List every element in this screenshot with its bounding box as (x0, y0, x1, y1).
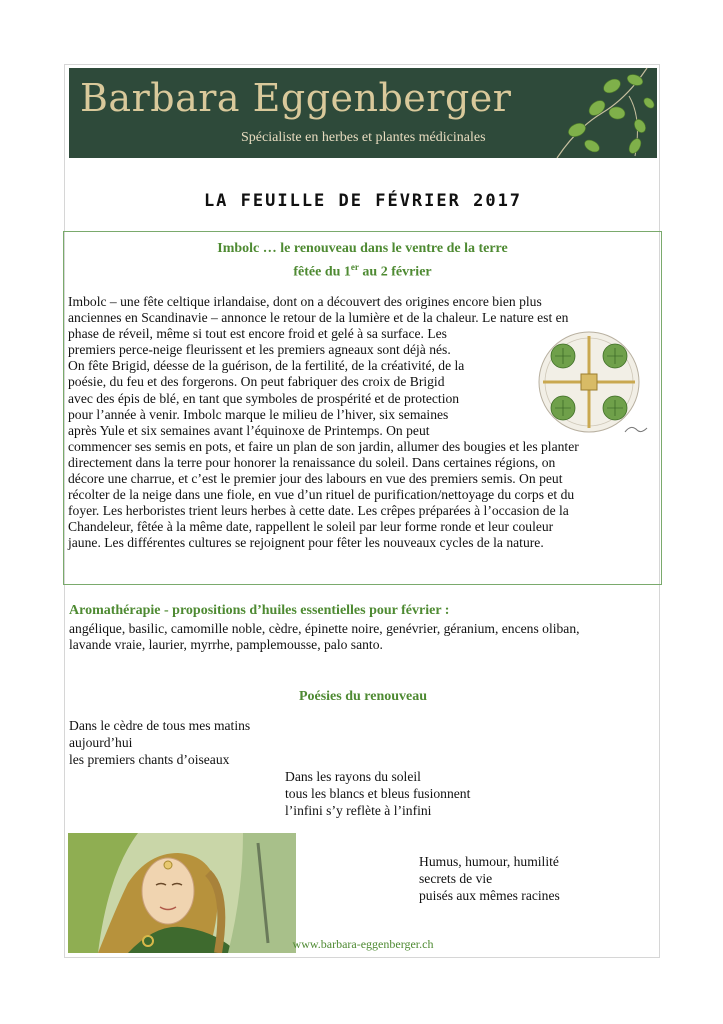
paragraph-line: On fête Brigid, déesse de la guérison, de la fertilité, de la créativité, de la (68, 358, 465, 374)
aromatherapy-list (69, 621, 659, 653)
paragraph-line: pour l’année à venir. Imbolc marque le milieu de l’hiver, six semaines (68, 406, 449, 422)
website-link[interactable]: www.barbara-eggenberger.ch (292, 937, 434, 951)
poem-line: aujourd’hui (69, 735, 133, 750)
paragraph-line: décore une charrue, et c’est le premier jour des labours en vue des premiers semis. On peut (68, 471, 563, 487)
paragraph-line: foyer. Les herboristes trient leurs herbes à cette date. Les crêpes préparées à l’occasion de la (68, 503, 569, 519)
paragraph-line: commencer ses semis en pots, et faire un plan de son jardin, allumer des bougies et les planter (68, 438, 579, 454)
poem-line: les premiers chants d’oiseaux (69, 752, 230, 767)
poem-stanza-3 (419, 853, 560, 904)
heading-date-suffix: au 2 février (358, 264, 432, 280)
poem-stanza-1 (69, 717, 250, 768)
imbolc-heading-line2 (64, 258, 661, 282)
poem-line: puisés aux mêmes racines (419, 888, 560, 903)
poem-line: secrets de vie (419, 871, 493, 886)
newsletter-page (64, 64, 660, 958)
header-banner (69, 68, 657, 158)
imbolc-heading (64, 240, 661, 282)
page-title: LA FEUILLE DE FÉVRIER 2017 (203, 191, 523, 211)
aromatherapy-line: angélique, basilic, camomille noble, cèdre, épinette noire, genévrier, géranium, encens oliban, (69, 621, 580, 636)
poem-line: tous les blancs et bleus fusionnent (285, 786, 471, 801)
imbolc-section (63, 231, 662, 585)
paragraph-line: récolter de la neige dans une fiole, en vue d’un rituel de purification/nettoyage du corps et du (68, 487, 575, 503)
paragraph-line: directement dans la terre pour honorer la renaissance du soleil. Dans certaines régions, on (68, 454, 556, 470)
imbolc-heading-line1: Imbolc … le renouveau dans le ventre de la terre (217, 241, 508, 256)
birch-leaves-illustration (517, 68, 657, 158)
poem-line: Dans le cèdre de tous mes matins (69, 718, 251, 733)
poems-heading: Poésies du renouveau (298, 689, 428, 704)
paragraph-line: poésie, du feu et des forgerons. On peut fabriquer des croix de Brigid (68, 374, 445, 390)
brigid-cross-seal-illustration (533, 328, 651, 440)
paragraph-line: Chandeleur, fêtée à la même date, rappellent le soleil par leur forme ronde et leur couleur (68, 519, 554, 535)
paragraph-line: après Yule et six semaines avant l’équinoxe de Printemps. On peut (68, 422, 430, 438)
aromatherapy-heading: Aromathérapie - propositions d’huiles essentielles pour février : (69, 603, 450, 618)
brigid-portrait-illustration (68, 833, 296, 953)
heading-date-prefix: fêtée du 1 (293, 264, 351, 280)
paragraph-line: anciennes en Scandinavie – annonce le retour de la lumière et de la chaleur. Le nature est en (68, 310, 569, 326)
paragraph-line: avec des épis de blé, en tant que symboles de prospérité et de protection (68, 390, 460, 406)
paragraph-line: Imbolc – une fête celtique irlandaise, dont on a découvert des origines encore bien plus (68, 294, 542, 309)
heading-date-sup: er (350, 262, 359, 272)
author-name: Barbara Eggenberger (80, 76, 512, 120)
poem-line: Humus, humour, humilité (419, 854, 559, 869)
paragraph-line: jaune. Les différentes cultures se rejoignent pour fêter les nouveaux cycles de la nature. (68, 535, 544, 551)
paragraph-line: phase de réveil, même si tout est encore froid et gelé à sa surface. Les (68, 326, 447, 342)
aromatherapy-line: lavande vraie, laurier, myrrhe, pamplemousse, palo santo. (69, 637, 383, 653)
poem-line: Dans les rayons du soleil (285, 769, 421, 784)
poem-line: l’infini s’y reflète à l’infini (285, 803, 432, 818)
author-subtitle: Spécialiste en herbes et plantes médicinales (241, 130, 486, 145)
paragraph-line: premiers perce-neige fleurissent et les premiers agneaux sont déjà nés. (68, 342, 451, 358)
poem-stanza-2 (285, 768, 470, 819)
